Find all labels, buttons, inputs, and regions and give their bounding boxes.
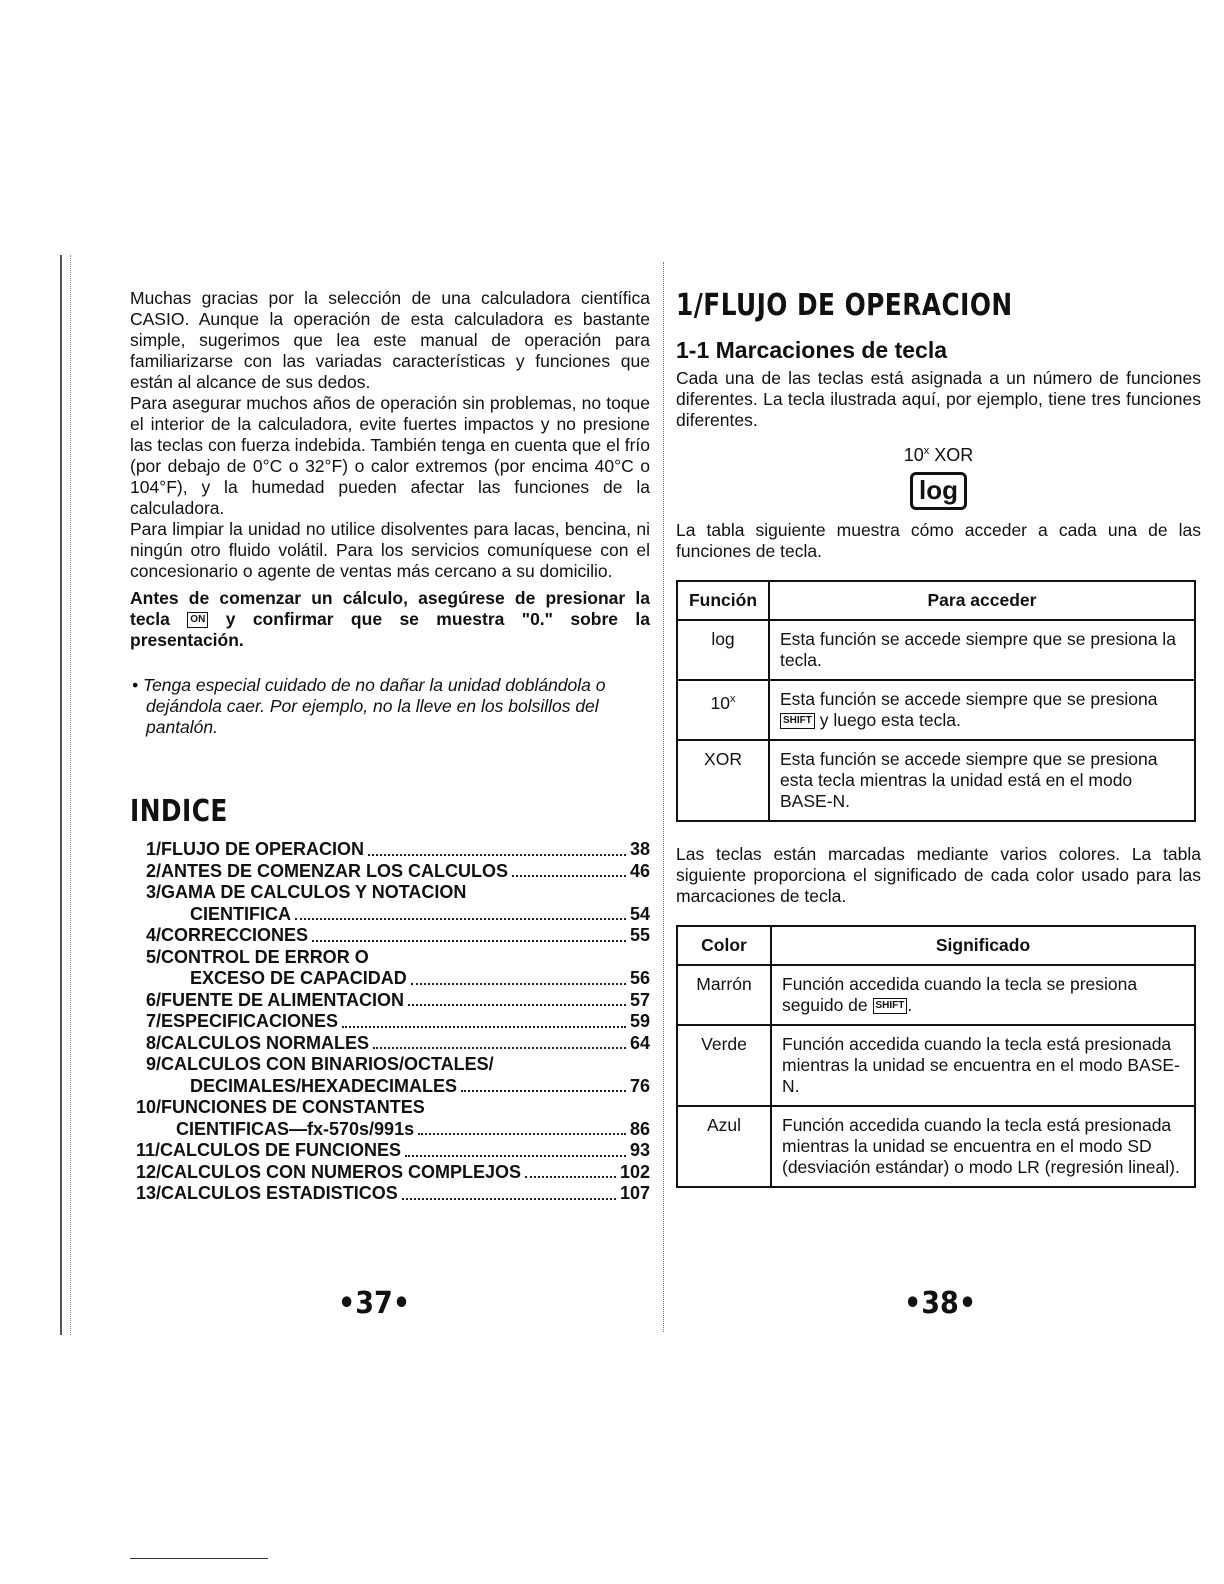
page-number-right: •38• [904,1286,977,1321]
toc-entry: 12/CALCULOS CON NUMEROS COMPLEJOS 102 [136,1161,650,1182]
table-header-row [677,926,1195,965]
table-header: Para acceder [769,581,1195,620]
table-of-contents [130,839,650,1205]
right-page [676,288,1201,1188]
toc-entry: 5/CONTROL DE ERROR O EXCESO DE CAPACIDAD 56 [146,946,650,988]
functions-table [676,580,1196,822]
colors-table [676,925,1196,1188]
table-header: Función [677,581,769,620]
table1-intro: La tabla siguiente muestra cómo acceder a cada una de las funciones de tecla. [676,520,1201,561]
page-divider [663,262,664,1332]
toc-entry: 6/FUENTE DE ALIMENTACION 57 [146,989,650,1010]
toc-entry: 3/GAMA DE CALCULOS Y NOTACION CIENTIFICA 54 [146,882,650,924]
clean-paragraph: Para limpiar la unidad no utilice disolventes para lacas, bencina, ni ningún otro fluido volátil. Para los servicios comuníquese con el concesionario o agente de ventas más cercano a su domicilio. [130,519,650,581]
log-key-icon: log [910,472,967,510]
toc-entry: 2/ANTES DE COMENZAR LOS CALCULOS 46 [146,860,650,881]
before-paragraph [130,588,650,651]
key-illustration [676,445,1201,510]
key-top-labels: 10$^x$ XOR [903,445,974,465]
before-text-1: Antes de comenzar un cálculo, asegúrese de presionar la tecla [130,588,650,629]
table-row [677,1025,1195,1106]
intro-paragraph: Muchas gracias por la selección de una calculadora científica CASIO. Aunque la operación de esta calculadora es bastante simple, sugerimos que lea este manual de operación para familiarizarse con las variadas características y funciones que están al alcance de sus dedos. [130,288,650,392]
color-name: Azul [677,1106,771,1187]
function-desc: Esta función se accede siempre que se presiona la tecla. [769,620,1195,680]
toc-entry: 10/FUNCIONES DE CONSTANTES CIENTIFICAS—fx-570s/991s 86 [136,1097,650,1139]
function-name: XOR [677,740,769,821]
footer-rule [130,1558,268,1559]
toc-entry: 13/CALCULOS ESTADISTICOS 107 [136,1183,650,1203]
function-desc: Esta función se accede siempre que se presiona SHIFT y luego esta tecla. [769,680,1195,740]
table-row [677,740,1195,821]
care-note: • Tenga especial cuidado de no dañar la unidad doblándola o dejándola caer. Por ejemplo, no la lleve en los bolsillos del pantalón. [132,675,606,737]
table-row [677,680,1195,740]
table-row [677,1106,1195,1187]
toc-entry: 7/ESPECIFICACIONES 59 [146,1011,650,1031]
key-intro-paragraph: Cada una de las teclas está asignada a un número de funciones diferentes. La tecla ilustrada aquí, por ejemplo, tiene tres funciones diferentes. [676,368,1201,430]
color-name: Marrón [677,965,771,1025]
table-row [677,620,1195,680]
table-header: Significado [771,926,1195,965]
toc-entry: 1/FLUJO DE OPERACION 38 [146,839,650,859]
color-desc: Función accedida cuando la tecla se presiona seguido de SHIFT . [771,965,1195,1025]
indice-title: INDICE [130,794,228,829]
table-row [677,965,1195,1025]
binding-margin [60,255,71,1335]
toc-entry: 9/CALCULOS CON BINARIOS/OCTALES/ DECIMALES/HEXADECIMALES 76 [146,1054,650,1096]
section-title: 1/FLUJO DE OPERACION [676,288,1013,323]
color-name: Verde [677,1025,771,1106]
table-header: Color [677,926,771,965]
toc-entry: 8/CALCULOS NORMALES 64 [146,1032,650,1053]
left-page [130,288,650,1205]
shift-key-icon: SHIFT [873,998,908,1014]
before-text-2: y confirmar que se muestra "0." sobre la presentación. [130,609,650,650]
function-desc: Esta función se accede siempre que se presiona esta tecla mientras la unidad está en el modo BASE-N. [769,740,1195,821]
care-paragraph: Para asegurar muchos años de operación sin problemas, no toque el interior de la calculadora, evite fuertes impactos y no presione las teclas con fuerza indebida. También tenga en cuenta que el frío (por debajo de 0°C o 32°F) o calor extremos (por encima 40°C o 104°F), y la humedad pueden afectar las funciones de la calculadora. [130,393,650,518]
table2-intro: Las teclas están marcadas mediante varios colores. La tabla siguiente proporciona el significado de cada color usado para las marcaciones de tecla. [676,844,1201,906]
color-desc: Función accedida cuando la tecla está presionada mientras la unidad se encuentra en el modo SD (desviación estándar) o modo LR (regresión lineal). [771,1106,1195,1187]
function-name: 10$^x$ [677,680,769,740]
function-name: log [677,620,769,680]
page-number-left: •37• [338,1286,411,1321]
toc-entry: 4/CORRECCIONES 55 [146,925,650,945]
toc-entry: 11/CALCULOS DE FUNCIONES 93 [136,1140,650,1160]
table-header-row [677,581,1195,620]
section-subtitle: 1-1 Marcaciones de tecla [676,337,948,363]
on-key-icon: ON [187,612,208,628]
shift-key-icon: SHIFT [780,713,815,729]
color-desc: Función accedida cuando la tecla está presionada mientras la unidad se encuentra en el modo BASE-N. [771,1025,1195,1106]
